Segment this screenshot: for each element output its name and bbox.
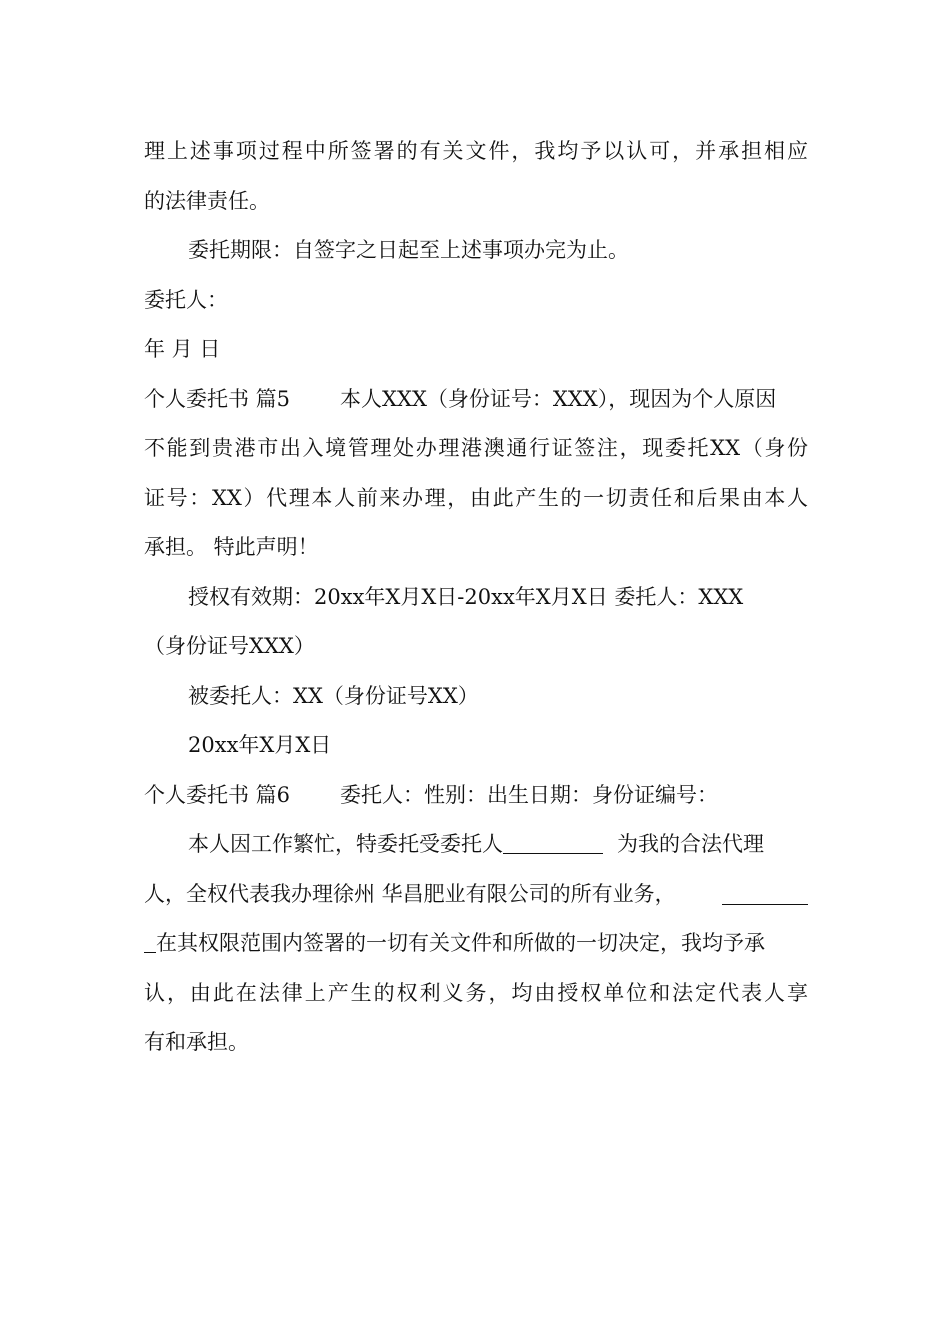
paragraph-line: 的法律责任。: [144, 188, 270, 213]
paragraph-line: 证号：XX）代理本人前来办理，由此产生的一切责任和后果由本人: [144, 485, 808, 510]
paragraph-line: 承担。 特此声明！: [144, 535, 319, 559]
section-6-header-line: [144, 771, 808, 821]
date-line: 20xx年X月X日: [188, 733, 332, 757]
paragraph-line: 不能到贵港市出入境管理处办理港澳通行证签注，现委托XX（身份: [144, 436, 808, 460]
paragraph-line: 本人因工作繁忙，特委托受委托人 为我的合法代理: [188, 832, 764, 856]
date-placeholder: 年 月 日: [144, 337, 221, 361]
paragraph-line: 人，全权代表我办理徐州 华昌肥业有限公司的所有业务，: [144, 870, 808, 920]
paragraph-text: 委托人：性别：出生日期：身份证编号：: [340, 782, 719, 807]
delegation-period: 委托期限：自签字之日起至上述事项办完为止。: [188, 238, 629, 262]
paragraph-text: 本人XXX（身份证号：XXX），现因为个人原因: [340, 386, 777, 411]
paragraph-line: 在其权限范围内签署的一切有关文件和所做的一切决定，我均予承: [144, 919, 808, 969]
paragraph-line: 认，由此在法律上产生的权利义务，均由授权单位和法定代表人享: [144, 980, 808, 1005]
fill-in-blank: [722, 904, 808, 905]
delegator-label: 委托人：: [144, 287, 228, 312]
paragraph-line: 理上述事项过程中所签署的有关文件，我均予以认可，并承担相应: [144, 139, 808, 163]
paragraph-line: 有和承担。: [144, 1030, 249, 1054]
section-title: 个人委托书 篇6: [144, 782, 291, 807]
document-page: [144, 127, 808, 1068]
fill-in-blank: [144, 951, 156, 953]
section-5-header-line: [144, 375, 808, 425]
delegatee-line: 被委托人：XX（身份证号XX）: [188, 683, 479, 708]
section-title: 个人委托书 篇5: [144, 386, 291, 411]
authorization-period: 授权有效期：20xx年X月X日-20xx年X月X日 委托人：XXX: [188, 584, 744, 609]
fill-in-blank: [503, 852, 603, 854]
paragraph-line: （身份证号XXX）: [144, 634, 315, 658]
